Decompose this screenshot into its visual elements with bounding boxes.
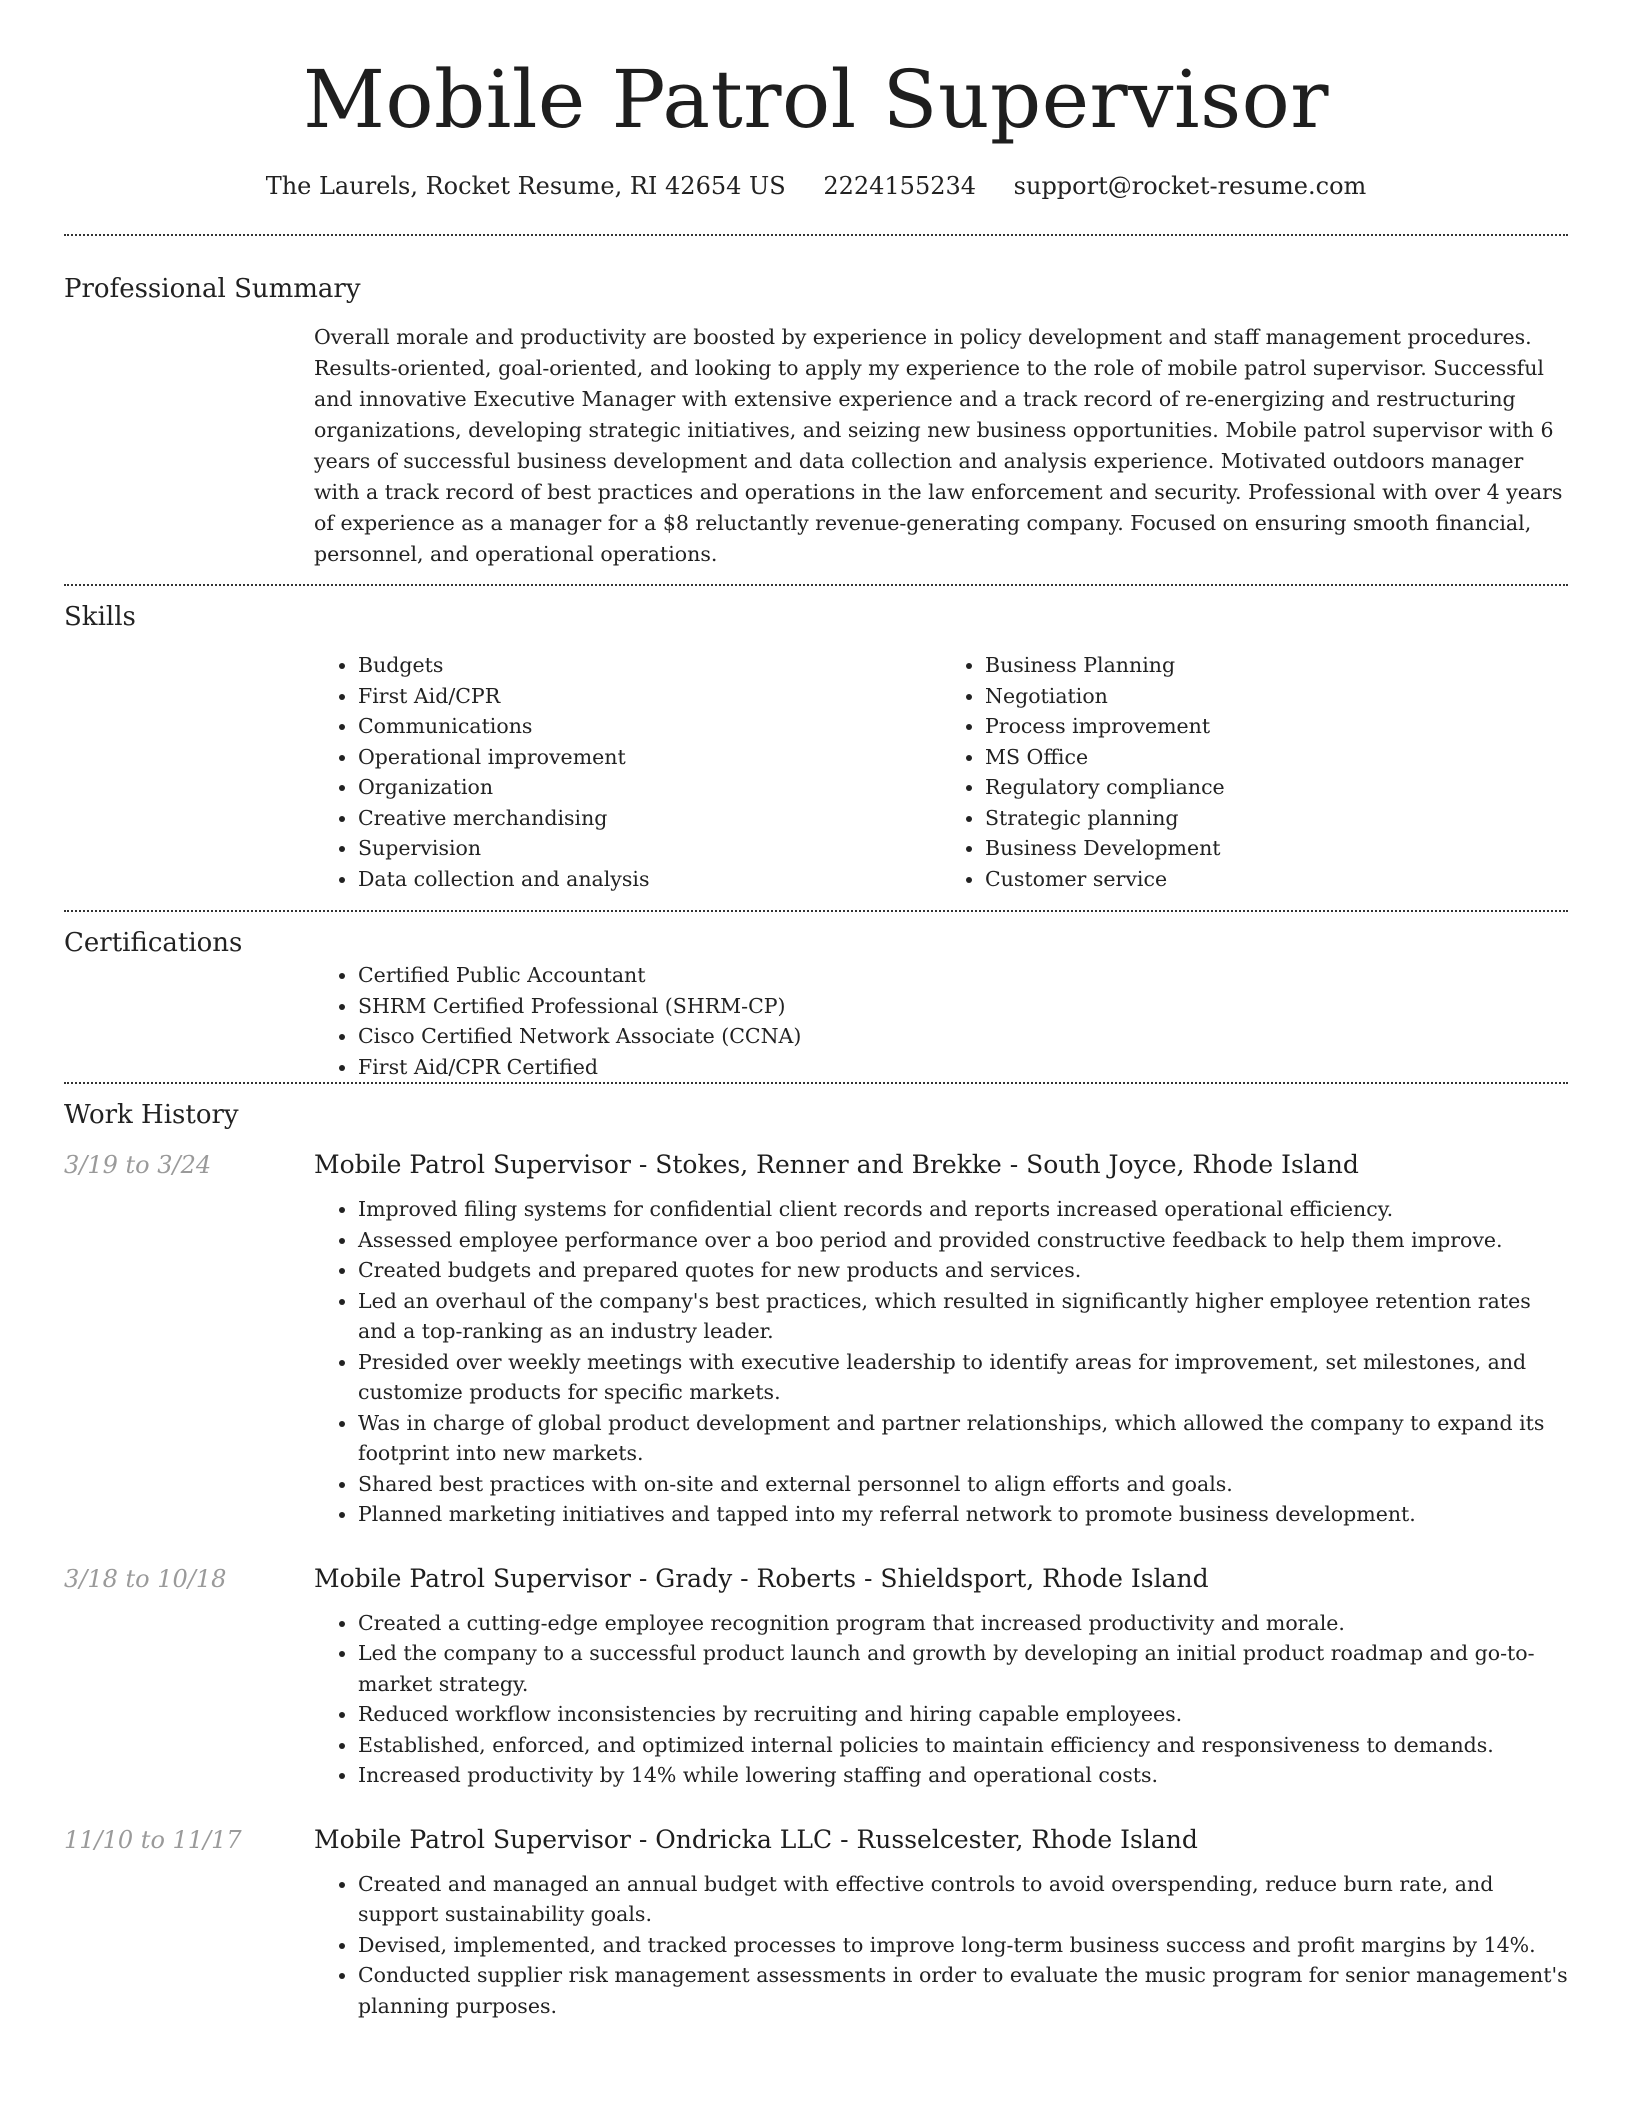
job-bullet: • Devised, implemented, and tracked processes to improve long-term business success and profit margins by 14%. [358, 1930, 1568, 1961]
skill-item: • Organization [358, 772, 941, 803]
certifications-list [314, 960, 1568, 1082]
job-bullet: • Shared best practices with on-site and external personnel to align efforts and goals. [358, 1469, 1568, 1500]
certifications-heading: Certifications [64, 928, 243, 958]
job-bullet: • Created a cutting-edge employee recognition program that increased productivity and morale. [358, 1608, 1568, 1639]
skill-item: • Strategic planning [985, 803, 1568, 834]
job-bullet: • Presided over weekly meetings with executive leadership to identify areas for improvement, set milestones, and customize products for specific markets. [358, 1347, 1568, 1408]
summary-text: Overall morale and productivity are boosted by experience in policy development and staff management procedures. Results-oriented, goal-oriented, and looking to apply my experience to the role of mobile patrol supervisor. Successful and innovative Executive Manager with extensive experience and a track record of re-energizing and restructuring organizations, developing strategic initiatives, and seizing new business opportunities. Mobile patrol supervisor with 6 years of successful business development and data collection and analysis experience. Motivated outdoors manager with a track record of best practices and operations in the law enforcement and security. Professional with over 4 years of experience as a manager for a $8 reluctantly revenue-generating company. Focused on ensuring smooth financial, personnel, and operational operations. [314, 325, 1563, 566]
job-bullet: • Was in charge of global product development and partner relationships, which allowed the company to expand its footprint into new markets. [358, 1408, 1568, 1469]
skill-item: • Budgets [358, 650, 941, 681]
job-entry [64, 1562, 1568, 1791]
certifications-section [64, 912, 1568, 1082]
skill-item: • Negotiation [985, 681, 1568, 712]
contact-phone: 2224155234 [823, 172, 977, 200]
job-date: 3/18 to 10/18 [64, 1564, 227, 1593]
skill-item: • Process improvement [985, 711, 1568, 742]
skill-item: • Supervision [358, 833, 941, 864]
skills-section [64, 586, 1568, 894]
job-entry [64, 1148, 1568, 1530]
resume-name: Mobile Patrol Supervisor [302, 53, 1330, 146]
skill-item: • Communications [358, 711, 941, 742]
job-bullets [314, 1194, 1568, 1530]
skills-grid [314, 650, 1568, 894]
skill-item: • Regulatory compliance [985, 772, 1568, 803]
skill-item: • Data collection and analysis [358, 864, 941, 895]
skill-item: • Creative merchandising [358, 803, 941, 834]
job-title: Mobile Patrol Supervisor - Ondricka LLC - Russelcester, Rhode Island [314, 1824, 1198, 1854]
job-bullet: • Established, enforced, and optimized internal policies to maintain efficiency and responsiveness to demands. [358, 1730, 1568, 1761]
job-bullet: • Planned marketing initiatives and tapped into my referral network to promote business development. [358, 1499, 1568, 1530]
job-bullets [314, 1608, 1568, 1791]
work-history-section [64, 1084, 1568, 2021]
job-bullet: • Conducted supplier risk management assessments in order to evaluate the music program for senior management's planning purposes. [358, 1960, 1568, 2021]
job-bullet: • Created and managed an annual budget with effective controls to avoid overspending, reduce burn rate, and support sustainability goals. [358, 1869, 1568, 1930]
certification-item: • Certified Public Accountant [358, 960, 1568, 991]
job-title: Mobile Patrol Supervisor - Grady - Roberts - Shieldsport, Rhode Island [314, 1563, 1209, 1593]
job-bullet: • Increased productivity by 14% while lowering staffing and operational costs. [358, 1760, 1568, 1791]
job-bullet: • Improved filing systems for confidential client records and reports increased operational efficiency. [358, 1194, 1568, 1225]
work-history-heading: Work History [64, 1100, 239, 1130]
skills-heading: Skills [64, 602, 136, 632]
summary-section [64, 236, 1568, 570]
contact-line [64, 170, 1568, 202]
job-date: 11/10 to 11/17 [64, 1825, 242, 1854]
skill-item: • Customer service [985, 864, 1568, 895]
job-entry [64, 1823, 1568, 2022]
job-bullet: • Led the company to a successful product launch and growth by developing an initial product roadmap and go-to-market strategy. [358, 1638, 1568, 1699]
certification-item: • SHRM Certified Professional (SHRM-CP) [358, 991, 1568, 1022]
certification-item: • First Aid/CPR Certified [358, 1052, 1568, 1083]
skill-item: • Business Planning [985, 650, 1568, 681]
job-bullet: • Reduced workflow inconsistencies by recruiting and hiring capable employees. [358, 1699, 1568, 1730]
job-bullet: • Created budgets and prepared quotes for new products and services. [358, 1255, 1568, 1286]
job-bullet: • Led an overhaul of the company's best practices, which resulted in significantly higher employee retention rates and a top-ranking as an industry leader. [358, 1286, 1568, 1347]
job-title: Mobile Patrol Supervisor - Stokes, Renner and Brekke - South Joyce, Rhode Island [314, 1150, 1359, 1179]
skill-item: • MS Office [985, 742, 1568, 773]
skill-item: • Operational improvement [358, 742, 941, 773]
skill-item: • First Aid/CPR [358, 681, 941, 712]
job-date: 3/19 to 3/24 [64, 1151, 212, 1179]
job-bullet: • Assessed employee performance over a boo period and provided constructive feedback to help them improve. [358, 1225, 1568, 1256]
skill-item: • Business Development [985, 833, 1568, 864]
certification-item: • Cisco Certified Network Associate (CCNA) [358, 1021, 1568, 1052]
skills-list-right [941, 650, 1568, 894]
skills-list-left [314, 650, 941, 894]
contact-address: The Laurels, Rocket Resume, RI 42654 US [265, 172, 786, 200]
job-bullets [314, 1869, 1568, 2022]
summary-heading: Professional Summary [64, 274, 361, 304]
contact-email: support@rocket-resume.com [1013, 172, 1367, 200]
